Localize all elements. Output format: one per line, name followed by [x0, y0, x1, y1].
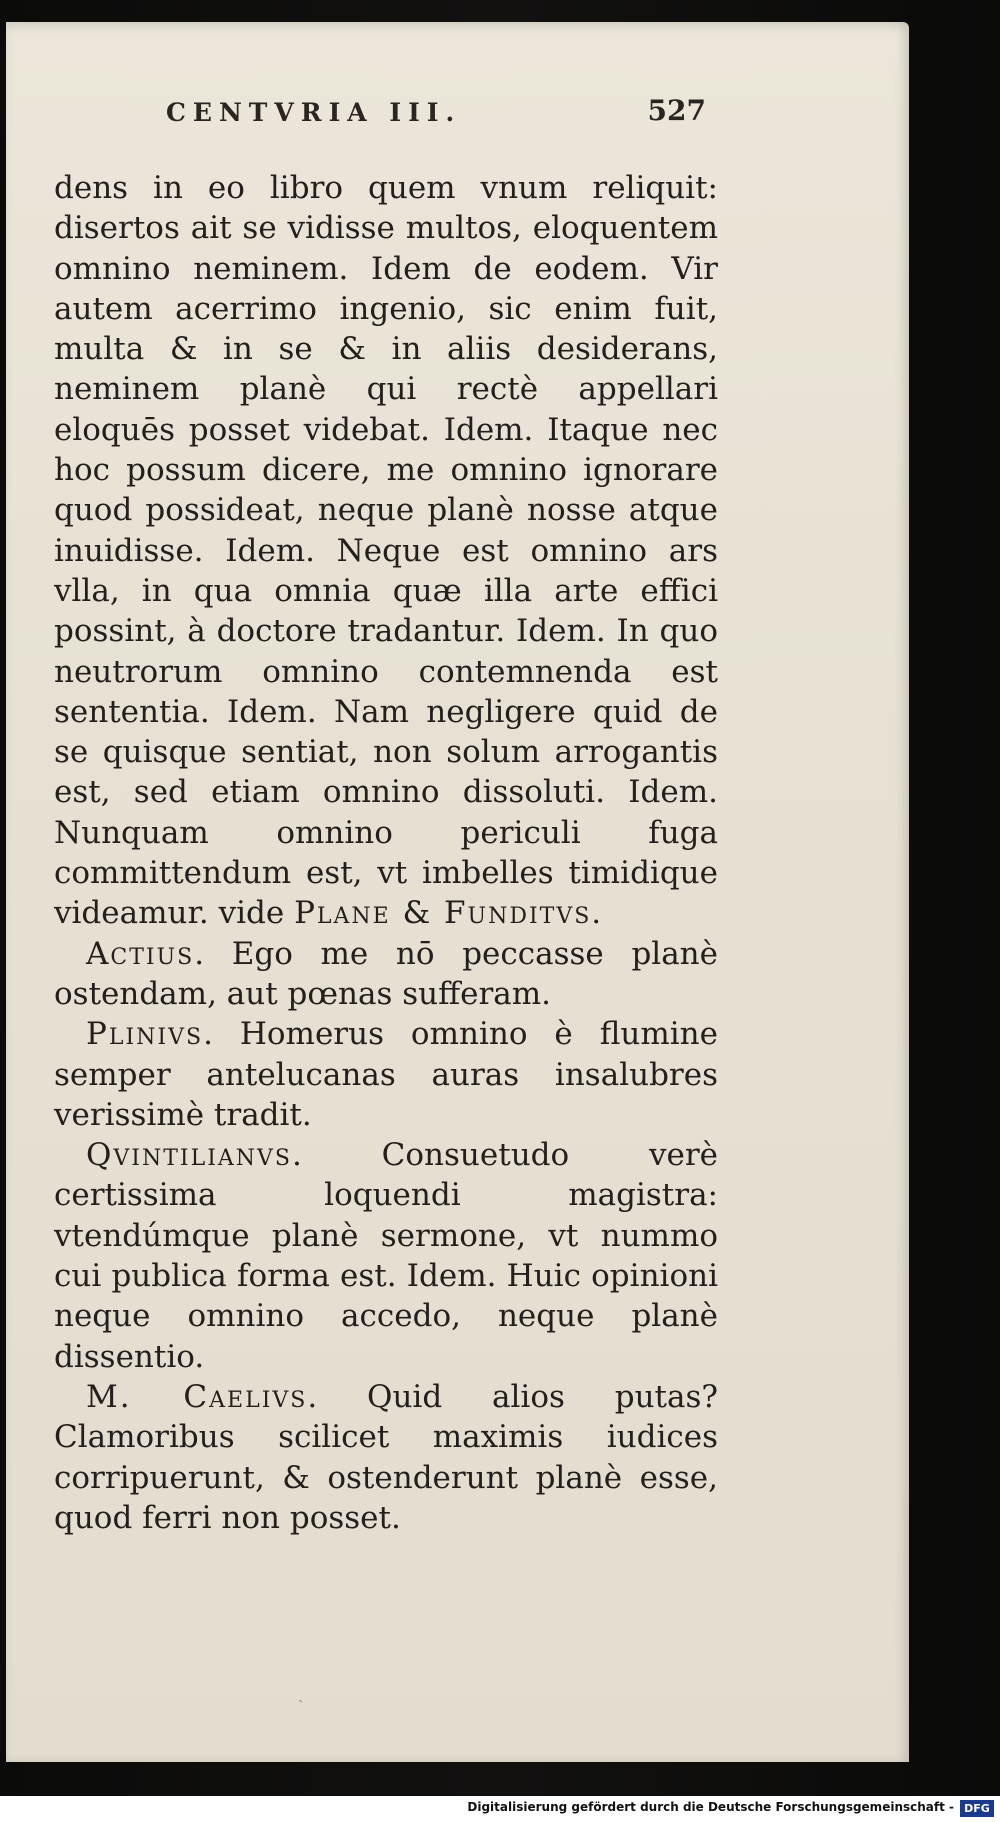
running-title: CENTVRIA III. [166, 98, 462, 127]
funding-credit: Digitalisierung gefördert durch die Deutsche Forschungsgemeinschaft - [467, 1800, 954, 1814]
text-run: . Quid alios putas? Clamoribus scilicet maximis iudices corripuerunt, & ostenderunt planè esse, quod ferri non posset. [54, 1378, 719, 1536]
author-name: Actius [86, 935, 195, 972]
body-text [54, 168, 718, 1538]
dfg-logo: DFG [960, 1800, 994, 1817]
paragraph [54, 934, 718, 1015]
author-name: Plane & Funditvs [294, 895, 592, 932]
paragraph [54, 1377, 718, 1538]
paragraph [54, 1014, 718, 1135]
page-header [166, 94, 706, 142]
paragraph [54, 1135, 718, 1377]
paper-speck: ˎ [298, 1684, 304, 1703]
paragraph [54, 168, 718, 934]
author-name: Qvintilianvs [86, 1137, 293, 1174]
text-run: . [591, 895, 602, 932]
text-run: . Ego me nō peccasse planè ostendam, aut pœnas sufferam. [54, 935, 718, 1012]
text-run: dens in eo libro quem vnum reliquit: disertos ait se vidisse multos, eloquentem omnino neminem. Idem de eodem. Vir autem acerrimo ingenio, sic enim fuit, multa & in se & in aliis desiderans, neminem planè qui rectè appellari eloquēs posset videbat. Idem. Itaque nec hoc possum dicere, me omnino ignorare quod possideat, neque planè nosse atque inuidisse. Idem. Neque est omnino ars vlla, in qua omnia quæ illa arte effici possint, à doctore tradantur. Idem. In quo neutrorum omnino contemnenda est sententia. Idem. Nam negligere quid de se quisque sentiat, non solum arrogantis est, sed etiam omnino dissoluti. Idem. Nunquam omnino periculi fuga committendum est, vt imbelles timidique videamur. vide [54, 170, 718, 932]
credit-bar [0, 1796, 1000, 1822]
author-name: M. Caelivs [86, 1378, 308, 1415]
book-page [6, 22, 909, 1762]
author-name: Plinivs [86, 1016, 204, 1053]
text-run: . Homerus omnino è flumine semper antelucanas auras insalubres verissimè tradit. [54, 1016, 718, 1133]
text-run: . Consuetudo verè certissima loquendi magistra: vtendúmque planè sermone, vt nummo cui publica forma est. Idem. Huic opinioni neque omnino accedo, neque planè dissentio. [54, 1137, 718, 1375]
page-number: 527 [647, 94, 706, 127]
